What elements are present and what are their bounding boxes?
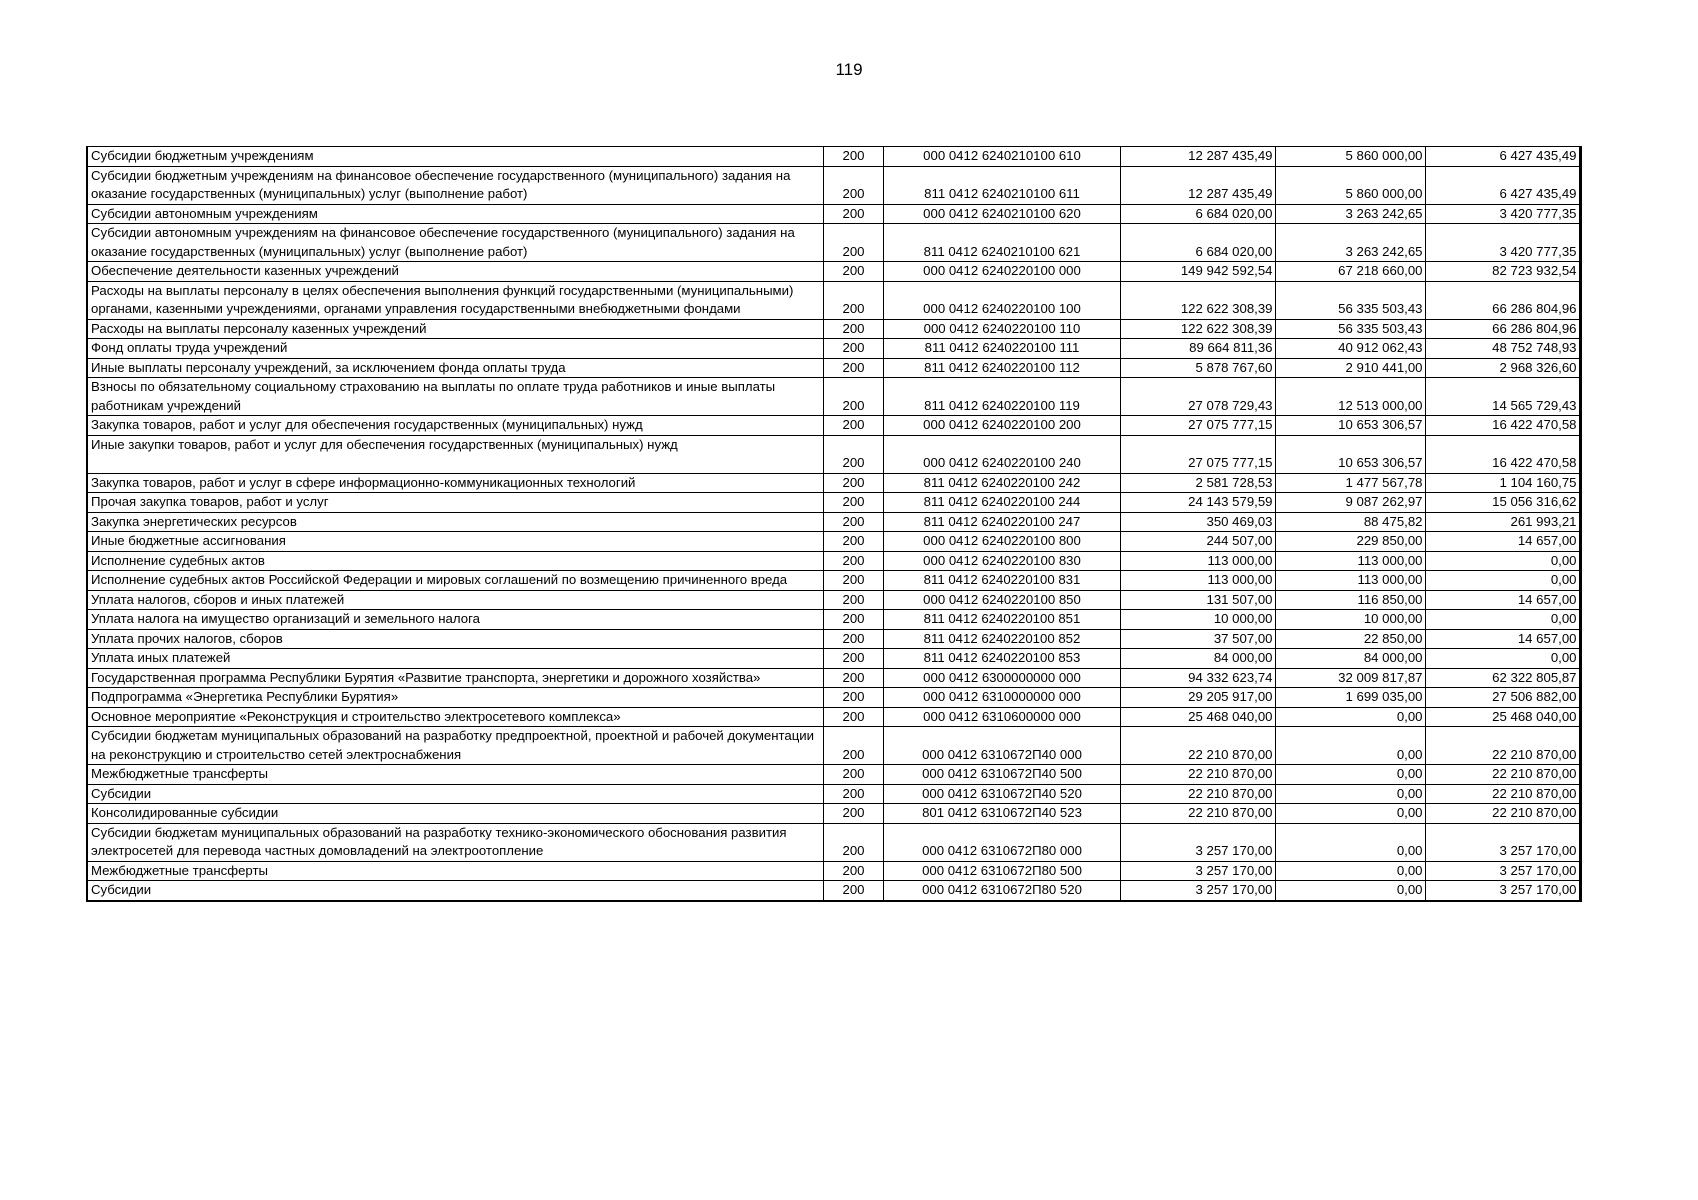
row-value-1-cell: 12 287 435,49 [1120, 147, 1275, 167]
row-kbk-cell: 000 0412 6240220100 110 [883, 319, 1120, 339]
row-value-1-cell: 29 205 917,00 [1120, 688, 1275, 708]
row-code-cell: 200 [823, 571, 883, 591]
table-row [87, 147, 1580, 167]
row-value-1-cell: 3 257 170,00 [1120, 881, 1275, 901]
row-value-3-cell: 25 468 040,00 [1425, 707, 1580, 727]
row-value-3-cell: 1 104 160,75 [1425, 473, 1580, 493]
row-value-1-cell: 22 210 870,00 [1120, 765, 1275, 785]
table-row [87, 823, 1580, 861]
row-name-cell: Консолидированные субсидии [87, 804, 823, 824]
row-code-cell: 200 [823, 668, 883, 688]
row-kbk-cell: 000 0412 6310672П80 520 [883, 881, 1120, 901]
row-value-2-cell: 2 910 441,00 [1275, 358, 1425, 378]
row-value-2-cell: 40 912 062,43 [1275, 339, 1425, 359]
row-value-2-cell: 1 699 035,00 [1275, 688, 1425, 708]
row-value-1-cell: 6 684 020,00 [1120, 204, 1275, 224]
row-code-cell: 200 [823, 532, 883, 552]
row-value-2-cell: 0,00 [1275, 727, 1425, 765]
row-value-2-cell: 10 653 306,57 [1275, 435, 1425, 473]
row-kbk-cell: 000 0412 6240220100 200 [883, 416, 1120, 436]
row-name-cell: Государственная программа Республики Бурятия «Развитие транспорта, энергетики и дорожного хозяйства» [87, 668, 823, 688]
row-value-1-cell: 24 143 579,59 [1120, 493, 1275, 513]
row-name-cell: Исполнение судебных актов [87, 551, 823, 571]
row-value-2-cell: 0,00 [1275, 707, 1425, 727]
row-code-cell: 200 [823, 416, 883, 436]
table-row [87, 668, 1580, 688]
row-name-cell: Субсидии автономным учреждениям на финансовое обеспечение государственного (муниципального) задания на оказание государственных (муниципальных) услуг (выполнение работ) [87, 224, 823, 262]
row-value-1-cell: 3 257 170,00 [1120, 861, 1275, 881]
row-name-cell: Расходы на выплаты персоналу казенных учреждений [87, 319, 823, 339]
row-name-cell: Закупка энергетических ресурсов [87, 512, 823, 532]
row-name-cell: Обеспечение деятельности казенных учреждений [87, 262, 823, 282]
table-row [87, 493, 1580, 513]
row-value-2-cell: 88 475,82 [1275, 512, 1425, 532]
table-row [87, 688, 1580, 708]
table-row [87, 319, 1580, 339]
row-value-3-cell: 3 420 777,35 [1425, 224, 1580, 262]
row-value-3-cell: 0,00 [1425, 551, 1580, 571]
table-row [87, 339, 1580, 359]
row-kbk-cell: 811 0412 6240220100 852 [883, 629, 1120, 649]
row-kbk-cell: 000 0412 6310672П80 000 [883, 823, 1120, 861]
row-name-cell: Уплата иных платежей [87, 649, 823, 669]
row-code-cell: 200 [823, 610, 883, 630]
row-value-2-cell: 0,00 [1275, 804, 1425, 824]
row-code-cell: 200 [823, 861, 883, 881]
table-row [87, 590, 1580, 610]
table-row [87, 435, 1580, 473]
table-row [87, 532, 1580, 552]
row-code-cell: 200 [823, 590, 883, 610]
row-code-cell: 200 [823, 512, 883, 532]
row-value-1-cell: 84 000,00 [1120, 649, 1275, 669]
table-row [87, 861, 1580, 881]
row-value-3-cell: 16 422 470,58 [1425, 435, 1580, 473]
row-name-cell: Закупка товаров, работ и услуг в сфере информационно-коммуникационных технологий [87, 473, 823, 493]
row-name-cell: Закупка товаров, работ и услуг для обеспечения государственных (муниципальных) нужд [87, 416, 823, 436]
row-code-cell: 200 [823, 319, 883, 339]
row-value-3-cell: 48 752 748,93 [1425, 339, 1580, 359]
row-value-2-cell: 32 009 817,87 [1275, 668, 1425, 688]
row-value-2-cell: 0,00 [1275, 881, 1425, 901]
row-code-cell: 200 [823, 166, 883, 204]
row-kbk-cell: 000 0412 6310600000 000 [883, 707, 1120, 727]
row-value-2-cell: 12 513 000,00 [1275, 378, 1425, 416]
row-value-2-cell: 113 000,00 [1275, 571, 1425, 591]
row-value-3-cell: 3 257 170,00 [1425, 881, 1580, 901]
row-value-1-cell: 131 507,00 [1120, 590, 1275, 610]
table-row [87, 473, 1580, 493]
table-row [87, 224, 1580, 262]
row-name-cell: Расходы на выплаты персоналу в целях обеспечения выполнения функций государственными (муниципальными) органами, казенными учреждениями, органами управления государственными внебюджетными фондами [87, 281, 823, 319]
row-code-cell: 200 [823, 339, 883, 359]
row-value-3-cell: 261 993,21 [1425, 512, 1580, 532]
row-name-cell: Субсидии [87, 784, 823, 804]
row-value-1-cell: 37 507,00 [1120, 629, 1275, 649]
row-name-cell: Субсидии бюджетам муниципальных образований на разработку предпроектной, проектной и рабочей документации на реконструкцию и строительство сетей электроснабжения [87, 727, 823, 765]
row-kbk-cell: 811 0412 6240220100 851 [883, 610, 1120, 630]
row-kbk-cell: 811 0412 6240220100 244 [883, 493, 1120, 513]
row-value-3-cell: 14 657,00 [1425, 629, 1580, 649]
row-kbk-cell: 811 0412 6240220100 242 [883, 473, 1120, 493]
row-value-3-cell: 14 657,00 [1425, 590, 1580, 610]
row-value-1-cell: 22 210 870,00 [1120, 804, 1275, 824]
row-value-2-cell: 0,00 [1275, 861, 1425, 881]
table-row [87, 610, 1580, 630]
row-value-1-cell: 149 942 592,54 [1120, 262, 1275, 282]
row-value-3-cell: 22 210 870,00 [1425, 765, 1580, 785]
row-value-1-cell: 3 257 170,00 [1120, 823, 1275, 861]
row-code-cell: 200 [823, 881, 883, 901]
row-name-cell: Субсидии бюджетам муниципальных образований на разработку технико-экономического обоснования развития электросетей для перевода частных домовладений на электроотопление [87, 823, 823, 861]
row-value-3-cell: 6 427 435,49 [1425, 147, 1580, 167]
row-name-cell: Иные закупки товаров, работ и услуг для обеспечения государственных (муниципальных) нужд [87, 435, 823, 473]
table-row [87, 571, 1580, 591]
row-value-2-cell: 10 000,00 [1275, 610, 1425, 630]
row-value-2-cell: 10 653 306,57 [1275, 416, 1425, 436]
row-code-cell: 200 [823, 823, 883, 861]
row-value-1-cell: 27 075 777,15 [1120, 416, 1275, 436]
row-value-2-cell: 3 263 242,65 [1275, 224, 1425, 262]
row-kbk-cell: 000 0412 6240220100 850 [883, 590, 1120, 610]
row-value-2-cell: 56 335 503,43 [1275, 281, 1425, 319]
row-value-1-cell: 27 078 729,43 [1120, 378, 1275, 416]
row-kbk-cell: 000 0412 6310672П80 500 [883, 861, 1120, 881]
row-code-cell: 200 [823, 784, 883, 804]
row-value-3-cell: 0,00 [1425, 649, 1580, 669]
row-value-3-cell: 16 422 470,58 [1425, 416, 1580, 436]
row-value-3-cell: 3 257 170,00 [1425, 861, 1580, 881]
row-kbk-cell: 811 0412 6240220100 831 [883, 571, 1120, 591]
row-name-cell: Межбюджетные трансферты [87, 861, 823, 881]
row-code-cell: 200 [823, 765, 883, 785]
row-name-cell: Основное мероприятие «Реконструкция и строительство электросетевого комплекса» [87, 707, 823, 727]
row-kbk-cell: 000 0412 6310672П40 520 [883, 784, 1120, 804]
row-name-cell: Иные бюджетные ассигнования [87, 532, 823, 552]
row-value-2-cell: 5 860 000,00 [1275, 147, 1425, 167]
row-value-3-cell: 3 257 170,00 [1425, 823, 1580, 861]
table-row [87, 765, 1580, 785]
row-value-1-cell: 122 622 308,39 [1120, 319, 1275, 339]
row-code-cell: 200 [823, 727, 883, 765]
row-code-cell: 200 [823, 281, 883, 319]
row-kbk-cell: 000 0412 6240210100 610 [883, 147, 1120, 167]
row-value-1-cell: 6 684 020,00 [1120, 224, 1275, 262]
row-code-cell: 200 [823, 378, 883, 416]
row-name-cell: Взносы по обязательному социальному страхованию на выплаты по оплате труда работников и иные выплаты работникам учреждений [87, 378, 823, 416]
row-value-1-cell: 5 878 767,60 [1120, 358, 1275, 378]
row-name-cell: Уплата прочих налогов, сборов [87, 629, 823, 649]
row-value-1-cell: 27 075 777,15 [1120, 435, 1275, 473]
row-value-2-cell: 113 000,00 [1275, 551, 1425, 571]
row-value-3-cell: 14 657,00 [1425, 532, 1580, 552]
row-value-1-cell: 350 469,03 [1120, 512, 1275, 532]
row-kbk-cell: 000 0412 6240220100 830 [883, 551, 1120, 571]
row-value-1-cell: 22 210 870,00 [1120, 727, 1275, 765]
row-value-2-cell: 84 000,00 [1275, 649, 1425, 669]
row-code-cell: 200 [823, 435, 883, 473]
row-value-1-cell: 89 664 811,36 [1120, 339, 1275, 359]
row-kbk-cell: 811 0412 6240220100 247 [883, 512, 1120, 532]
row-value-3-cell: 6 427 435,49 [1425, 166, 1580, 204]
table-row [87, 804, 1580, 824]
row-kbk-cell: 000 0412 6300000000 000 [883, 668, 1120, 688]
row-value-3-cell: 27 506 882,00 [1425, 688, 1580, 708]
row-value-2-cell: 0,00 [1275, 765, 1425, 785]
row-name-cell: Исполнение судебных актов Российской Федерации и мировых соглашений по возмещению причиненного вреда [87, 571, 823, 591]
row-value-2-cell: 56 335 503,43 [1275, 319, 1425, 339]
row-value-3-cell: 62 322 805,87 [1425, 668, 1580, 688]
row-kbk-cell: 000 0412 6240220100 100 [883, 281, 1120, 319]
row-value-2-cell: 67 218 660,00 [1275, 262, 1425, 282]
row-kbk-cell: 811 0412 6240210100 621 [883, 224, 1120, 262]
row-name-cell: Субсидии бюджетным учреждениям на финансовое обеспечение государственного (муниципального) задания на оказание государственных (муниципальных) услуг (выполнение работ) [87, 166, 823, 204]
row-value-1-cell: 12 287 435,49 [1120, 166, 1275, 204]
row-value-3-cell: 14 565 729,43 [1425, 378, 1580, 416]
row-kbk-cell: 811 0412 6240220100 119 [883, 378, 1120, 416]
row-name-cell: Подпрограмма «Энергетика Республики Бурятия» [87, 688, 823, 708]
row-kbk-cell: 000 0412 6310000000 000 [883, 688, 1120, 708]
row-value-2-cell: 229 850,00 [1275, 532, 1425, 552]
row-code-cell: 200 [823, 688, 883, 708]
row-name-cell: Субсидии автономным учреждениям [87, 204, 823, 224]
budget-table [86, 146, 1582, 902]
row-value-1-cell: 10 000,00 [1120, 610, 1275, 630]
table-body [87, 147, 1580, 901]
row-name-cell: Субсидии [87, 881, 823, 901]
row-kbk-cell: 000 0412 6310672П40 000 [883, 727, 1120, 765]
row-name-cell: Уплата налога на имущество организаций и земельного налога [87, 610, 823, 630]
row-kbk-cell: 811 0412 6240220100 111 [883, 339, 1120, 359]
table-row [87, 784, 1580, 804]
row-kbk-cell: 000 0412 6240210100 620 [883, 204, 1120, 224]
row-value-2-cell: 22 850,00 [1275, 629, 1425, 649]
row-kbk-cell: 811 0412 6240220100 112 [883, 358, 1120, 378]
table-row [87, 166, 1580, 204]
row-value-3-cell: 3 420 777,35 [1425, 204, 1580, 224]
row-kbk-cell: 801 0412 6310672П40 523 [883, 804, 1120, 824]
row-code-cell: 200 [823, 358, 883, 378]
row-code-cell: 200 [823, 204, 883, 224]
row-value-3-cell: 66 286 804,96 [1425, 281, 1580, 319]
row-name-cell: Фонд оплаты труда учреждений [87, 339, 823, 359]
table-row [87, 707, 1580, 727]
row-value-1-cell: 244 507,00 [1120, 532, 1275, 552]
row-value-2-cell: 9 087 262,97 [1275, 493, 1425, 513]
row-value-3-cell: 22 210 870,00 [1425, 804, 1580, 824]
row-name-cell: Уплата налогов, сборов и иных платежей [87, 590, 823, 610]
row-value-1-cell: 2 581 728,53 [1120, 473, 1275, 493]
table-row [87, 551, 1580, 571]
row-code-cell: 200 [823, 224, 883, 262]
row-code-cell: 200 [823, 804, 883, 824]
table-row [87, 881, 1580, 901]
row-kbk-cell: 000 0412 6310672П40 500 [883, 765, 1120, 785]
row-value-3-cell: 2 968 326,60 [1425, 358, 1580, 378]
row-value-2-cell: 0,00 [1275, 823, 1425, 861]
row-kbk-cell: 000 0412 6240220100 800 [883, 532, 1120, 552]
table-row [87, 727, 1580, 765]
row-value-1-cell: 113 000,00 [1120, 551, 1275, 571]
row-kbk-cell: 000 0412 6240220100 240 [883, 435, 1120, 473]
table-row [87, 262, 1580, 282]
table-row [87, 378, 1580, 416]
row-kbk-cell: 811 0412 6240210100 611 [883, 166, 1120, 204]
row-value-1-cell: 22 210 870,00 [1120, 784, 1275, 804]
row-value-3-cell: 15 056 316,62 [1425, 493, 1580, 513]
table-row [87, 629, 1580, 649]
table-row [87, 416, 1580, 436]
row-value-2-cell: 116 850,00 [1275, 590, 1425, 610]
row-value-2-cell: 0,00 [1275, 784, 1425, 804]
row-value-2-cell: 5 860 000,00 [1275, 166, 1425, 204]
row-value-1-cell: 94 332 623,74 [1120, 668, 1275, 688]
row-code-cell: 200 [823, 629, 883, 649]
row-value-3-cell: 0,00 [1425, 610, 1580, 630]
row-code-cell: 200 [823, 473, 883, 493]
row-kbk-cell: 000 0412 6240220100 000 [883, 262, 1120, 282]
row-value-3-cell: 22 210 870,00 [1425, 784, 1580, 804]
row-code-cell: 200 [823, 551, 883, 571]
row-code-cell: 200 [823, 707, 883, 727]
table-row [87, 649, 1580, 669]
row-value-1-cell: 122 622 308,39 [1120, 281, 1275, 319]
row-value-3-cell: 22 210 870,00 [1425, 727, 1580, 765]
row-name-cell: Иные выплаты персоналу учреждений, за исключением фонда оплаты труда [87, 358, 823, 378]
row-name-cell: Межбюджетные трансферты [87, 765, 823, 785]
row-value-2-cell: 3 263 242,65 [1275, 204, 1425, 224]
page-number: 119 [835, 60, 863, 79]
row-name-cell: Субсидии бюджетным учреждениям [87, 147, 823, 167]
table-row [87, 204, 1580, 224]
row-code-cell: 200 [823, 649, 883, 669]
row-code-cell: 200 [823, 262, 883, 282]
table-row [87, 358, 1580, 378]
row-kbk-cell: 811 0412 6240220100 853 [883, 649, 1120, 669]
row-value-3-cell: 0,00 [1425, 571, 1580, 591]
row-value-3-cell: 82 723 932,54 [1425, 262, 1580, 282]
table-row [87, 512, 1580, 532]
row-value-2-cell: 1 477 567,78 [1275, 473, 1425, 493]
table-row [87, 281, 1580, 319]
row-value-1-cell: 113 000,00 [1120, 571, 1275, 591]
row-code-cell: 200 [823, 147, 883, 167]
row-value-1-cell: 25 468 040,00 [1120, 707, 1275, 727]
row-code-cell: 200 [823, 493, 883, 513]
row-name-cell: Прочая закупка товаров, работ и услуг [87, 493, 823, 513]
row-value-3-cell: 66 286 804,96 [1425, 319, 1580, 339]
